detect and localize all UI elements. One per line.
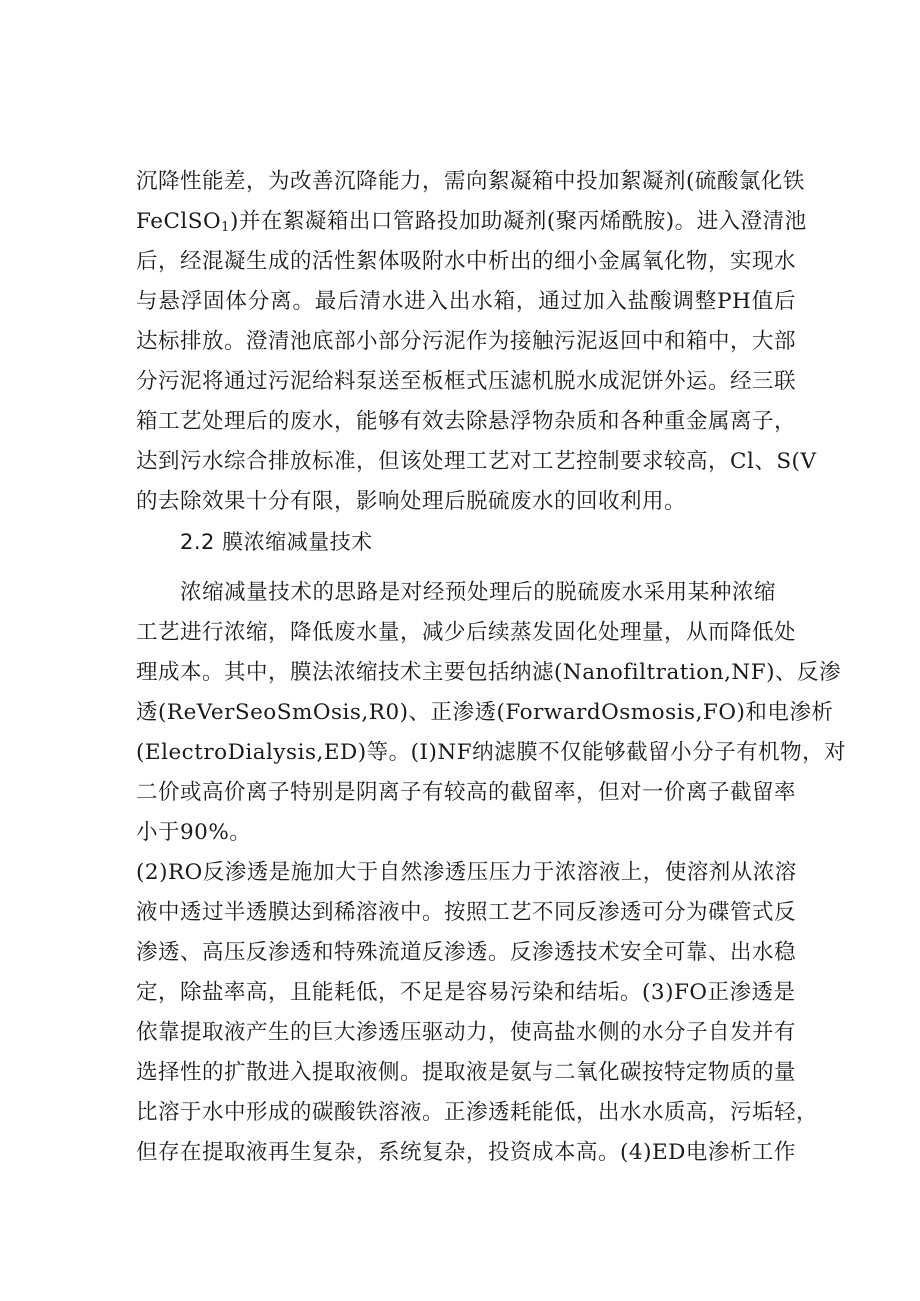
paragraph2-line-1: 浓缩减量技术的思路是对经预处理后的脱硫废水采用某种浓缩 xyxy=(180,580,776,605)
paragraph2-line-3: 理成本。其中，膜法浓缩技术主要包括纳滤(Nanofiltration,NF)、反渗 xyxy=(136,660,842,685)
paragraph2-line-6: 二价或高价离子特别是阴离子有较高的截留率，但对一价离子截留率 xyxy=(136,780,797,805)
paragraph3-line-8: 但存在提取液再生复杂，系统复杂，投资成本高。(4)ED电渗析工作 xyxy=(136,1140,796,1165)
formula-subscript: 1 xyxy=(221,220,230,235)
paragraph3-line-1: (2)RO反渗透是施加大于自然渗透压压力于浓溶液上，使溶剂从浓溶 xyxy=(136,860,797,885)
paragraph1-line-2-rest: )并在絮凝箱出口管路投加助凝剂(聚丙烯酰胺)。进入澄清池 xyxy=(229,209,807,234)
paragraph3-line-3: 渗透、高压反渗透和特殊流道反渗透。反渗透技术安全可靠、出水稳 xyxy=(136,940,797,965)
paragraph2-line-7: 小于90%。 xyxy=(136,820,252,845)
paragraph1-line-1: 沉降性能差，为改善沉降能力，需向絮凝箱中投加絮凝剂(硫酸氯化铁 xyxy=(136,169,805,194)
paragraph2-line-2: 工艺进行浓缩，降低废水量，减少后续蒸发固化处理量，从而降低处 xyxy=(136,620,797,645)
paragraph1-line-6: 分污泥将通过污泥给料泵送至板框式压滤机脱水成泥饼外运。经三联 xyxy=(136,369,797,394)
paragraph2-line-4: 透(ReVerSeoSmOsis,R0)、正渗透(ForwardOsmosis,FO)和电渗析 xyxy=(136,700,834,725)
section-heading: 2.2 膜浓缩减量技术 xyxy=(180,530,373,554)
paragraph3-line-6: 选择性的扩散进入提取液侧。提取液是氨与二氧化碳按特定物质的量 xyxy=(136,1060,797,1085)
paragraph3-line-2: 液中透过半透膜达到稀溶液中。按照工艺不同反渗透可分为碟管式反 xyxy=(136,900,797,925)
chemical-formula: FeClSO xyxy=(136,209,222,234)
paragraph1-line-4: 与悬浮固体分离。最后清水进入出水箱，通过加入盐酸调整PH值后 xyxy=(136,289,796,314)
paragraph1-line-2 xyxy=(136,205,807,239)
paragraph3-line-4: 定，除盐率高，且能耗低，不足是容易污染和结垢。(3)FO正渗透是 xyxy=(136,980,796,1005)
paragraph1-line-9: 的去除效果十分有限，影响处理后脱硫废水的回收利用。 xyxy=(136,489,687,514)
paragraph1-line-7: 箱工艺处理后的废水，能够有效去除悬浮物杂质和各种重金属离子， xyxy=(136,409,797,434)
paragraph1-line-8: 达到污水综合排放标准，但该处理工艺对工艺控制要求较高，Cl、S(V xyxy=(136,449,817,474)
paragraph3-line-5: 依靠提取液产生的巨大渗透压驱动力，使高盐水侧的水分子自发并有 xyxy=(136,1020,797,1045)
paragraph2-line-5: (ElectroDialysis,ED)等。(I)NF纳滤膜不仅能够截留小分子有机物，对 xyxy=(136,740,847,765)
paragraph3-line-7: 比溶于水中形成的碳酸铁溶液。正渗透耗能低，出水水质高，污垢轻， xyxy=(136,1100,819,1125)
paragraph1-line-5: 达标排放。澄清池底部小部分污泥作为接触污泥返回中和箱中，大部 xyxy=(136,329,797,354)
paragraph1-line-3: 后，经混凝生成的活性絮体吸附水中析出的细小金属氧化物，实现水 xyxy=(136,249,797,274)
